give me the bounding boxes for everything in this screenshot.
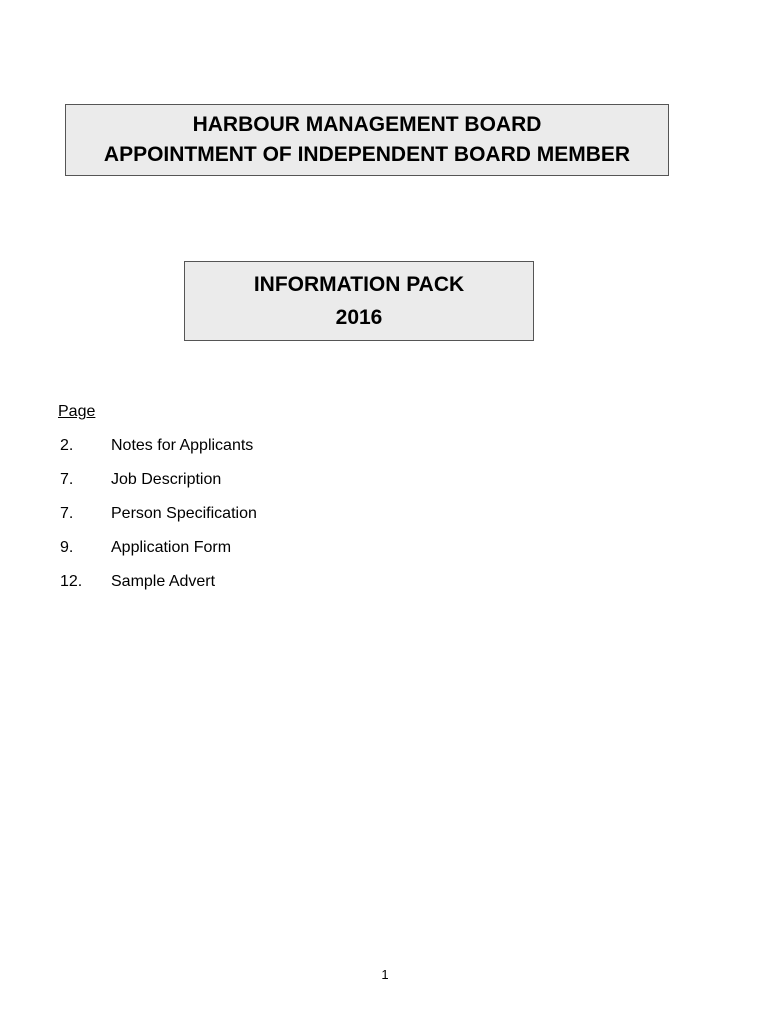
toc-item-label: Person Specification bbox=[111, 505, 257, 522]
toc-item-label: Sample Advert bbox=[111, 573, 216, 590]
document-title-box bbox=[65, 104, 669, 176]
toc-item-label: Application Form bbox=[111, 539, 232, 556]
information-pack-box bbox=[184, 261, 534, 341]
toc-item-person-specification bbox=[60, 504, 257, 538]
footer-page-number: 1 bbox=[381, 967, 389, 982]
toc-page-number: 7. bbox=[60, 505, 74, 522]
toc-page-number: 9. bbox=[60, 539, 74, 556]
table-of-contents bbox=[60, 436, 257, 606]
document-title-line-1: HARBOUR MANAGEMENT BOARD bbox=[192, 113, 542, 136]
toc-item-label: Notes for Applicants bbox=[111, 437, 254, 454]
toc-item-job-description bbox=[60, 470, 257, 504]
toc-page-number: 12. bbox=[60, 573, 83, 590]
information-pack-year: 2016 bbox=[335, 306, 383, 329]
information-pack-title: INFORMATION PACK bbox=[253, 273, 465, 296]
toc-item-sample-advert bbox=[60, 572, 257, 606]
toc-heading: Page bbox=[58, 403, 96, 420]
toc-page-number: 2. bbox=[60, 437, 74, 454]
toc-item-application-form bbox=[60, 538, 257, 572]
toc-item-label: Job Description bbox=[111, 471, 222, 488]
toc-item-notes-for-applicants bbox=[60, 436, 257, 470]
document-title-line-2: APPOINTMENT OF INDEPENDENT BOARD MEMBER bbox=[103, 143, 631, 166]
toc-page-number: 7. bbox=[60, 471, 74, 488]
